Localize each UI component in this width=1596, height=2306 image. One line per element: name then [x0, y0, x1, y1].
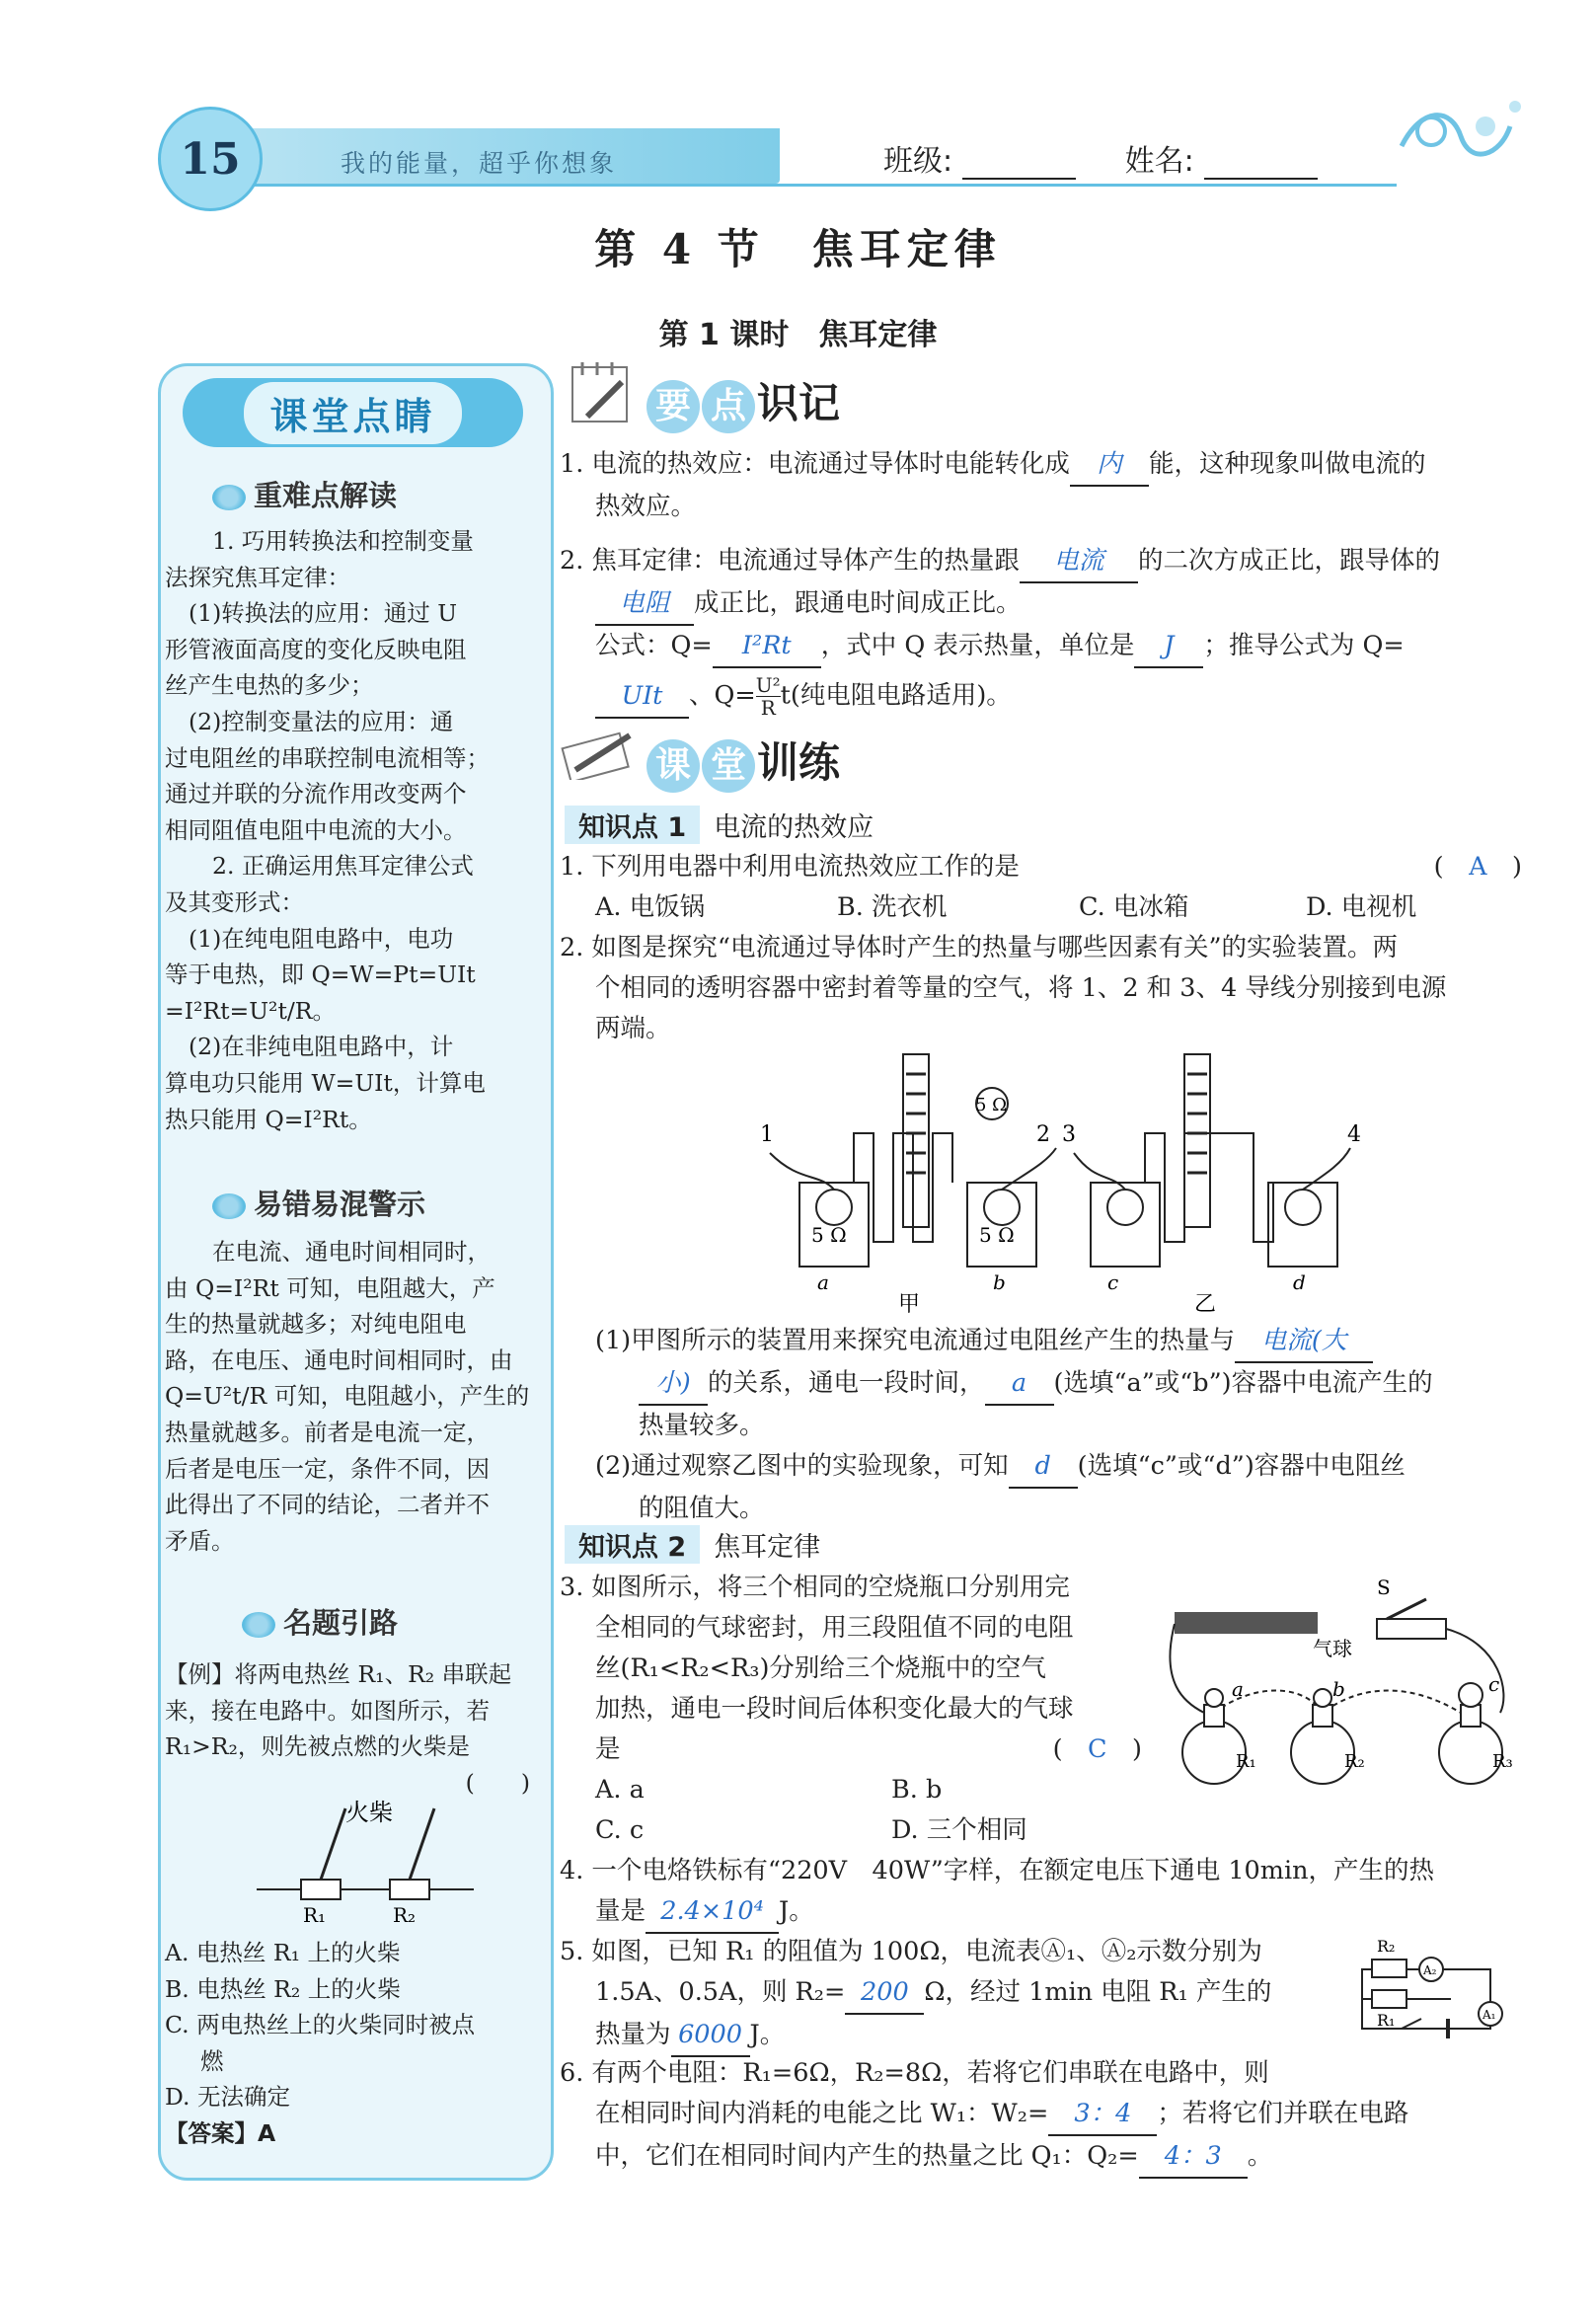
text-line: 生的热量就越多；对纯电阻电: [165, 1310, 467, 1339]
text: 、Q=: [689, 680, 756, 711]
text: (2)通过观察乙图中的实验现象，可知: [595, 1451, 1009, 1481]
fig-label: 气球: [1313, 1637, 1352, 1660]
option: 燃: [200, 2046, 224, 2075]
fig-match-label: 火柴: [345, 1799, 393, 1826]
page-subtitle: 第 1 课时 焦耳定律: [658, 318, 938, 352]
fig-label: A₂: [1423, 1963, 1437, 1977]
fig-label: 5 Ω: [975, 1095, 1008, 1115]
fig-label: 3: [1062, 1122, 1076, 1147]
fig-label: 4: [1347, 1122, 1361, 1147]
option: D. 三个相同: [891, 1815, 1027, 1845]
heading-bubble: 要: [646, 380, 700, 433]
question-2-subs: [560, 1321, 1522, 1529]
section-key-points-title: 重难点解读: [254, 479, 398, 512]
option: A. 电饭锅: [595, 892, 706, 922]
text-line: Q=U²t/R 可知，电阻越小，产生的: [165, 1382, 530, 1411]
text-line: (2)在非纯电阻电路中，计: [189, 1033, 454, 1061]
answer-blank[interactable]: J: [1134, 626, 1203, 668]
answer-blank[interactable]: UIt: [595, 676, 689, 719]
text-line: 由 Q=I²Rt 可知，电阻越大，产: [165, 1273, 495, 1302]
text: 能，这种现象叫做电流的: [1148, 449, 1426, 479]
answer-blank[interactable]: 小): [639, 1363, 708, 1406]
q-stem: 全相同的气球密封，用三段阻值不同的电阻: [595, 1613, 1074, 1643]
answer-blank[interactable]: d: [1009, 1446, 1078, 1489]
text-line: 及其变形式：: [165, 887, 304, 916]
text: 热量较多。: [639, 1411, 765, 1440]
option: C. 电冰箱: [1079, 892, 1189, 922]
section-train-heading: [646, 730, 840, 793]
text-line: =I²Rt=U²t/R。: [165, 996, 337, 1025]
answer[interactable]: A: [1469, 852, 1487, 882]
section-points-heading: [646, 371, 840, 433]
heading-bubble: 堂: [702, 739, 755, 793]
text-line: (2)控制变量法的应用：通: [189, 707, 454, 735]
text-line: (1)在纯电阻电路中，电功: [189, 924, 454, 953]
fig-label: c: [1107, 1270, 1119, 1294]
text: Ω，经过 1min 电阻 R₁ 产生的: [924, 1977, 1272, 2007]
text: 热量为: [595, 2020, 671, 2049]
kp-tag: 知识点 2: [565, 1525, 700, 1564]
section-key-points: [212, 474, 397, 514]
fig-label: d: [1293, 1270, 1306, 1294]
text: J。: [749, 2020, 786, 2049]
fig-label: b: [993, 1270, 1006, 1294]
fraction-den: R: [760, 696, 776, 720]
question-4: [560, 1851, 1522, 1934]
section-common-mistakes-title: 易错易混警示: [254, 1188, 426, 1221]
fig-label: A₁: [1482, 2008, 1496, 2022]
q-stem: 是: [595, 1734, 621, 1764]
q-stem: 1. 下列用电器中利用电流热效应工作的是: [560, 852, 1020, 882]
answer-blank[interactable]: 4：3: [1139, 2136, 1248, 2179]
heading-bubble: 课: [646, 739, 700, 793]
option: D. 无法确定: [165, 2083, 290, 2112]
joule-experiment-figure: [760, 1044, 1372, 1316]
matches-diagram: [247, 1799, 484, 1927]
heading-text: 识记: [757, 379, 841, 427]
option: B. 洗衣机: [837, 892, 948, 922]
common-mistakes-text: [165, 1234, 538, 1559]
fig-label: R₃: [1492, 1751, 1513, 1772]
fraction: [756, 674, 781, 719]
text: (1)甲图所示的装置用来探究电流通过电阻丝产生的热量与: [595, 1326, 1236, 1355]
fig-label: R₂: [1344, 1751, 1365, 1772]
fig-label: 5 Ω: [979, 1223, 1015, 1247]
text: 的关系，通电一段时间，: [708, 1368, 985, 1398]
fraction-num: U²: [755, 673, 781, 697]
text-line: 矛盾。: [165, 1526, 235, 1555]
fig-label: R₁: [1236, 1751, 1256, 1772]
name-blank[interactable]: [1204, 150, 1318, 180]
fig-label: a: [817, 1270, 829, 1294]
text: 量是: [595, 1896, 646, 1926]
option: A. 电热丝 R₁ 上的火柴: [165, 1939, 401, 1966]
heading-bubble: 点: [702, 380, 755, 433]
text-line: 1. 巧用转换法和控制变量: [212, 527, 474, 555]
text: 中，它们在相同时间内产生的热量之比 Q₁：Q₂=: [595, 2141, 1139, 2171]
flower-icon: [242, 1612, 275, 1638]
question-5: [560, 1932, 1330, 2057]
fig-label: R₂: [1377, 1937, 1396, 1956]
text: ；若将它们并联在电路: [1157, 2099, 1409, 2128]
fig-label: 甲: [898, 1292, 921, 1316]
class-blank[interactable]: [962, 150, 1076, 180]
text-line: 丝产生电热的多少；: [165, 671, 374, 700]
answer-blank[interactable]: 200: [845, 1972, 924, 2015]
fig-label: 5 Ω: [811, 1223, 847, 1247]
answer-blank[interactable]: 6000: [671, 2015, 750, 2057]
notebook-icon: [568, 357, 637, 430]
answer-blank[interactable]: 内: [1070, 444, 1149, 487]
text-line: 等于电热，即 Q=W=Pt=UIt: [165, 961, 476, 989]
text: (选填“a”或“b”)容器中电流产生的: [1053, 1368, 1433, 1398]
fig-r2-label: R₂: [393, 1903, 417, 1927]
q-stem: 两端。: [595, 1014, 671, 1043]
text-line: 热量就越多。前者是电流一定，: [165, 1418, 490, 1446]
page-number: 15: [158, 107, 263, 211]
text-line: 此得出了不同的结论，二者并不: [165, 1491, 490, 1519]
fig-label: 1: [760, 1122, 774, 1147]
page-title: 第 4 节 焦耳定律: [594, 225, 1002, 273]
text: 的二次方成正比，跟导体的: [1137, 546, 1440, 576]
q-stem: 加热，通电一段时间后体积变化最大的气球: [595, 1694, 1074, 1724]
knowledge-point-1: [565, 806, 874, 844]
q-stem: 3. 如图所示，将三个相同的空烧瓶口分别用完: [560, 1573, 1070, 1602]
answer-blank[interactable]: 2.4×10⁴: [646, 1891, 779, 1934]
sidebar-heading-text: 课堂点睛: [244, 382, 461, 444]
header-slogan: 我的能量，超乎你想象: [341, 149, 618, 178]
text: ，式中 Q 表示热量，单位是: [820, 631, 1135, 660]
text: 2. 焦耳定律：电流通过导体产生的热量跟: [560, 546, 1020, 576]
q-stem: 2. 如图是探究“电流通过导体时产生的热量与哪些因素有关”的实验装置。两: [560, 933, 1399, 962]
fig-label: a: [1232, 1677, 1244, 1701]
section-example: [242, 1601, 398, 1642]
answer-blank[interactable]: 电流: [1020, 541, 1138, 583]
example-text: [165, 1656, 538, 1801]
option: C. c: [595, 1815, 645, 1845]
balloon-flask-figure: [1165, 1565, 1530, 1792]
flower-icon: [212, 1193, 246, 1219]
text-line: 法探究焦耳定律：: [165, 563, 350, 591]
fig-label: S: [1377, 1576, 1391, 1599]
q-stem: 6. 有两个电阻：R₁=6Ω，R₂=8Ω，若将它们串联在电路中，则: [560, 2058, 1269, 2088]
q-stem: 丝(R₁<R₂<R₃)分别给三个烧瓶中的空气: [595, 1653, 1046, 1683]
class-name-fields: [883, 136, 1318, 180]
option: C. 两电热丝上的火柴同时被点: [165, 2011, 476, 2039]
example-options: [165, 1935, 538, 2152]
fig-r1-label: R₁: [303, 1903, 327, 1927]
answer-paren[interactable]: ( ): [465, 1768, 530, 1797]
kp-title: 电流的热效应: [714, 812, 874, 843]
answer-blank[interactable]: 电流(大: [1235, 1321, 1373, 1363]
text-line: 来，接在电路中。如图所示，若: [165, 1696, 490, 1725]
text-line: 过电阻丝的串联控制电流相等；: [165, 743, 490, 772]
answer-blank[interactable]: a: [985, 1363, 1054, 1406]
text: 公式：Q=: [595, 631, 713, 660]
fig-label: 乙: [1194, 1292, 1217, 1316]
text: 热效应。: [595, 492, 697, 521]
text: (选填“c”或“d”)容器中电阻丝: [1077, 1451, 1406, 1481]
text-line: 2. 正确运用焦耳定律公式: [212, 852, 474, 881]
answer-blank[interactable]: I²Rt: [713, 626, 821, 668]
text: 的阻值大。: [639, 1494, 765, 1523]
sidebar-heading: [183, 378, 523, 447]
text-line: 【例】将两电热丝 R₁、R₂ 串联起: [165, 1660, 512, 1688]
text-line: (1)转换法的应用：通过 U: [189, 599, 458, 628]
key-points-text: [165, 523, 538, 1137]
text-line: 通过并联的分流作用改变两个: [165, 780, 467, 808]
text: J。: [779, 1896, 814, 1926]
question-6: [560, 2053, 1522, 2179]
example-answer: 【答案】A: [165, 2118, 276, 2147]
text-line: 形管液面高度的变化反映电阻: [165, 635, 467, 663]
text-line: 算电功只能用 W=UIt，计算电: [165, 1068, 486, 1097]
answer-blank[interactable]: 电阻: [595, 583, 694, 626]
kp-title: 焦耳定律: [714, 1532, 821, 1563]
text-line: 热只能用 Q=I²Rt。: [165, 1105, 372, 1133]
question-1: 1. 下列用电器中利用电流热效应工作的是 ( A ) A. 电饭锅 B. 洗衣机 C. 电冰箱 D. 电视机 2. 如图是探究“电流通过导体时产生的热量与哪些因素有关”的实验装置。两 个相同的透明容器中密封着等量的空气，将 1、2 和 3、4 导线分别接到电源 两端。: [560, 847, 1522, 1049]
answer-blank[interactable]: 3：4: [1048, 2094, 1157, 2136]
text-line: 后者是电压一定，条件不同，因: [165, 1454, 490, 1483]
text-line: R₁>R₂，则先被点燃的火柴是: [165, 1732, 470, 1761]
q-stem: 个相同的透明容器中密封着等量的空气，将 1、2 和 3、4 导线分别接到电源: [595, 973, 1447, 1003]
text: 在相同时间内消耗的电能之比 W₁：W₂=: [595, 2099, 1049, 2128]
fig-label: c: [1488, 1672, 1500, 1696]
answer[interactable]: C: [1088, 1734, 1107, 1764]
class-label: 班级:: [883, 144, 953, 179]
text-line: 在电流、通电时间相同时，: [212, 1238, 491, 1266]
circuit-figure: [1342, 1930, 1520, 2058]
text: 1.5A、0.5A，则 R₂=: [595, 1977, 846, 2007]
option: D. 电视机: [1306, 892, 1417, 922]
kp-tag: 知识点 1: [565, 806, 700, 844]
points-list: [560, 444, 1522, 719]
name-label: 姓名:: [1124, 144, 1194, 179]
text: 1. 电流的热效应：电流通过导体时电能转化成: [560, 449, 1070, 479]
section-example-title: 名题引路: [283, 1606, 399, 1640]
text: t(纯电阻电路适用)。: [780, 680, 1012, 711]
text: ；推导公式为 Q=: [1203, 631, 1405, 660]
fig-label: 2: [1036, 1122, 1050, 1147]
option: B. b: [891, 1775, 943, 1805]
header-rule: [168, 184, 1397, 187]
text-line: 路，在电压、通电时间相同时，由: [165, 1345, 513, 1374]
q-stem: 4. 一个电烙铁标有“220V 40W”字样，在额定电压下通电 10min，产生的热: [560, 1856, 1435, 1885]
heading-text: 训练: [757, 738, 841, 787]
decorative-swirl-icon: [1392, 87, 1530, 186]
flower-icon: [212, 485, 246, 510]
text: 成正比，跟通电时间成正比。: [694, 588, 1022, 618]
option: B. 电热丝 R₂ 上的火柴: [165, 1974, 401, 2003]
q-stem: 5. 如图，已知 R₁ 的阻值为 100Ω，电流表Ⓐ₁、Ⓐ₂示数分别为: [560, 1937, 1262, 1966]
section-common-mistakes: [212, 1183, 425, 1223]
fig-label: R₁: [1377, 2011, 1396, 2030]
text: 。: [1247, 2141, 1273, 2171]
knowledge-point-2: [565, 1525, 820, 1564]
text-line: 相同阻值电阻中电流的大小。: [165, 815, 467, 844]
fig-label: b: [1332, 1677, 1345, 1701]
question-3: 3. 如图所示，将三个相同的空烧瓶口分别用完 全相同的气球密封，用三段阻值不同的电阻 丝(R₁<R₂<R₃)分别给三个烧瓶中的空气 加热，通电一段时间后体积变化最大的气球 是 ( C ) A. a B. b C. c D. 三个相同: [560, 1568, 1142, 1851]
option: A. a: [595, 1775, 645, 1805]
pencils-icon: [561, 721, 640, 784]
